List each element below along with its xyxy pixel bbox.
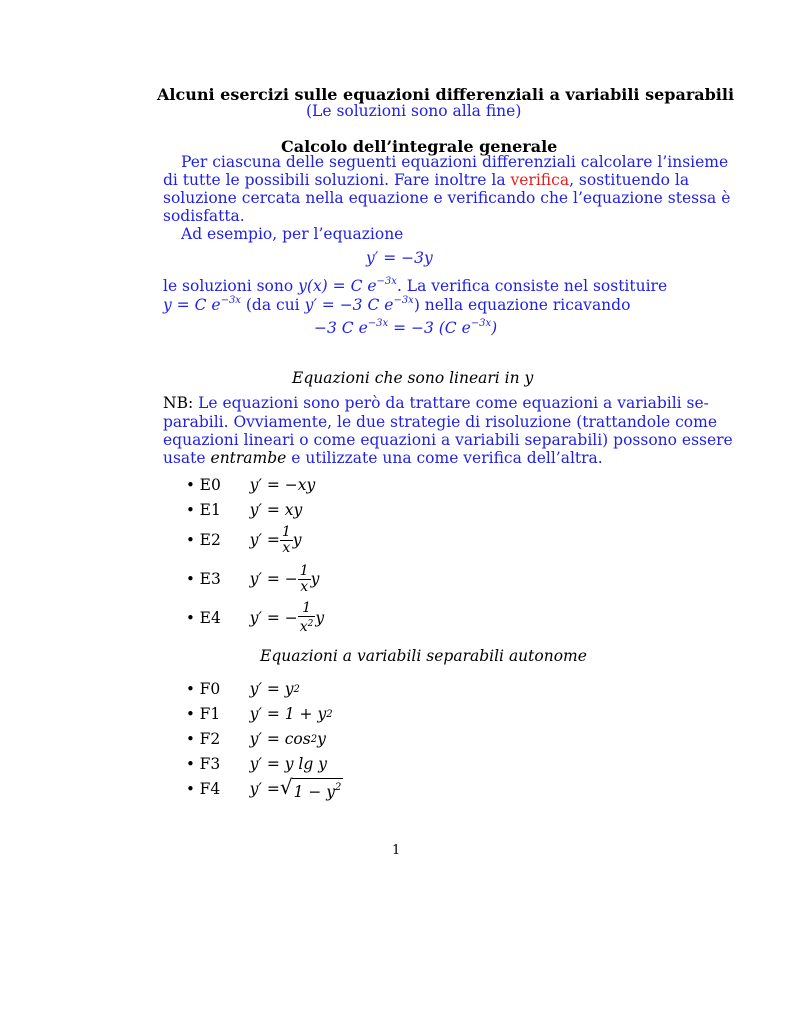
substitution-exponent: −3x — [220, 295, 241, 306]
item-label: E3 — [199, 570, 221, 588]
list-item-e4 — [186, 598, 324, 638]
nb-line-2: parabili. Ovviamente, le due strategie di risoluzione (trattandole come — [163, 413, 718, 431]
intro-line-3: soluzione cercata nella equazione e verificando che l’equazione stessa è — [163, 189, 731, 207]
list-item-f3 — [186, 753, 327, 775]
bullet-icon: • — [186, 680, 200, 698]
nb-text-4a: usate — [163, 449, 211, 467]
derivative-exponent: −3x — [393, 295, 414, 306]
item-equation-tail: y — [310, 570, 320, 588]
substitution-formula: y = C e — [163, 296, 221, 314]
item-exponent: 2 — [310, 733, 318, 745]
item-label: F4 — [199, 780, 221, 798]
item-exponent: 2 — [326, 708, 333, 720]
fraction-denominator: x — [300, 578, 309, 595]
nb-line-4 — [163, 449, 603, 468]
check-lhs-exponent: −3x — [367, 318, 389, 329]
square-root — [280, 777, 344, 801]
item-equation: y′ = — [249, 780, 280, 798]
nb-text-1: Le equazioni sono però da trattare come equazioni a variabili se- — [198, 394, 709, 412]
item-equation: y′ = 1 + y — [249, 705, 327, 723]
radicand-exponent: 2 — [335, 782, 342, 793]
fraction — [280, 525, 293, 556]
fraction — [298, 564, 311, 595]
list-item-e2 — [186, 520, 302, 560]
solution-text: le soluzioni sono — [163, 277, 299, 295]
verifica-word: verifica — [510, 171, 570, 189]
derivative-formula: y′ = −3 C e — [304, 296, 394, 314]
fraction-numerator: 1 — [299, 562, 309, 579]
item-exponent: 2 — [293, 683, 300, 695]
radicand — [292, 778, 344, 801]
document-subtitle: (Le soluzioni sono alla fine) — [306, 102, 522, 120]
item-equation: y′ = — [249, 531, 280, 549]
list-item-f0 — [186, 678, 300, 700]
entrambe-word: entrambe — [210, 449, 287, 467]
solution-exponent: −3x — [376, 276, 397, 287]
item-label: E2 — [199, 531, 221, 549]
bullet-icon: • — [186, 476, 200, 494]
document-title: Alcuni esercizi sulle equazioni differenziali a variabili separabili — [157, 85, 735, 104]
radical-sign-icon: √ — [279, 775, 293, 799]
item-label: F0 — [199, 680, 221, 698]
bullet-icon: • — [186, 705, 200, 723]
nb-line-3: equazioni lineari o come equazioni a variabili separabili) possono essere — [163, 431, 733, 449]
intro-line-2 — [163, 171, 689, 190]
check-rhs: = −3 (C e — [388, 319, 471, 337]
bullet-icon: • — [186, 501, 200, 519]
bullet-icon: • — [186, 730, 200, 748]
fraction-numerator: 1 — [298, 601, 316, 617]
item-equation: y′ = −xy — [249, 476, 316, 494]
substitution-text-end: ) nella equazione ricavando — [413, 296, 631, 314]
nb-label: NB: — [163, 394, 199, 412]
bullet-icon: • — [186, 780, 200, 798]
item-equation-tail: y — [292, 531, 302, 549]
denominator-base: x — [299, 619, 308, 635]
item-equation-tail: y — [317, 730, 326, 748]
bullet-icon: • — [186, 755, 200, 773]
fraction-denominator: x — [282, 539, 291, 556]
item-equation: y′ = − — [249, 570, 298, 588]
item-equation: y′ = y lg y — [249, 755, 327, 773]
list-item-e1 — [186, 499, 302, 521]
fraction-denominator — [298, 617, 316, 635]
item-equation: y′ = y — [249, 680, 294, 698]
list-item-e3 — [186, 559, 319, 599]
page-number: 1 — [392, 843, 401, 858]
solution-text-end: . La verifica consiste nel sostituire — [396, 277, 668, 295]
intro-line-5: Ad esempio, per l’equazione — [181, 225, 404, 243]
check-rhs-close: ) — [491, 319, 498, 337]
list-item-f2 — [186, 728, 326, 750]
example-substitution-line — [163, 291, 630, 315]
intro-line-1: Per ciascuna delle seguenti equazioni differenziali calcolare l’insieme — [181, 153, 729, 171]
item-label: E0 — [199, 476, 221, 494]
item-equation: y′ = xy — [249, 501, 303, 519]
list-item-f1 — [186, 703, 333, 725]
radicand-text: 1 − y — [293, 783, 336, 801]
example-check-equation — [314, 314, 497, 338]
solution-formula: y(x) = C e — [298, 277, 377, 295]
check-lhs: −3 C e — [314, 319, 368, 337]
bullet-icon: • — [186, 570, 200, 588]
list-item-f4 — [186, 777, 343, 801]
item-label: E1 — [199, 501, 221, 519]
autonomous-heading: Equazioni a variabili separabili autonome — [260, 647, 587, 665]
check-rhs-exponent: −3x — [470, 318, 492, 329]
bullet-icon: • — [186, 609, 200, 627]
fraction — [298, 601, 316, 635]
item-label: F3 — [199, 755, 221, 773]
denominator-exponent: 2 — [307, 619, 314, 629]
linear-heading: Equazioni che sono lineari in y — [292, 369, 534, 387]
intro-line-4: sodisfatta. — [163, 207, 245, 225]
bullet-icon: • — [186, 531, 200, 549]
item-label: F2 — [199, 730, 221, 748]
item-equation-tail: y — [315, 609, 325, 627]
fraction-numerator: 1 — [281, 523, 291, 540]
nb-text-4b: e utilizzate una come verifica dell’altra. — [286, 449, 603, 467]
substitution-text: (da cui — [240, 296, 305, 314]
item-equation: y′ = − — [249, 609, 298, 627]
item-equation: y′ = cos — [249, 730, 311, 748]
intro-line-2-end: , sostituendo la — [569, 171, 690, 189]
intro-line-2-start: di tutte le possibili soluzioni. Fare inoltre la — [163, 171, 511, 189]
nb-line-1 — [163, 394, 709, 413]
section-heading: Calcolo dell’integrale generale — [281, 137, 558, 156]
list-item-e0 — [186, 474, 315, 496]
example-equation: y′ = −3y — [366, 249, 433, 267]
item-label: E4 — [199, 609, 221, 627]
item-label: F1 — [199, 705, 221, 723]
